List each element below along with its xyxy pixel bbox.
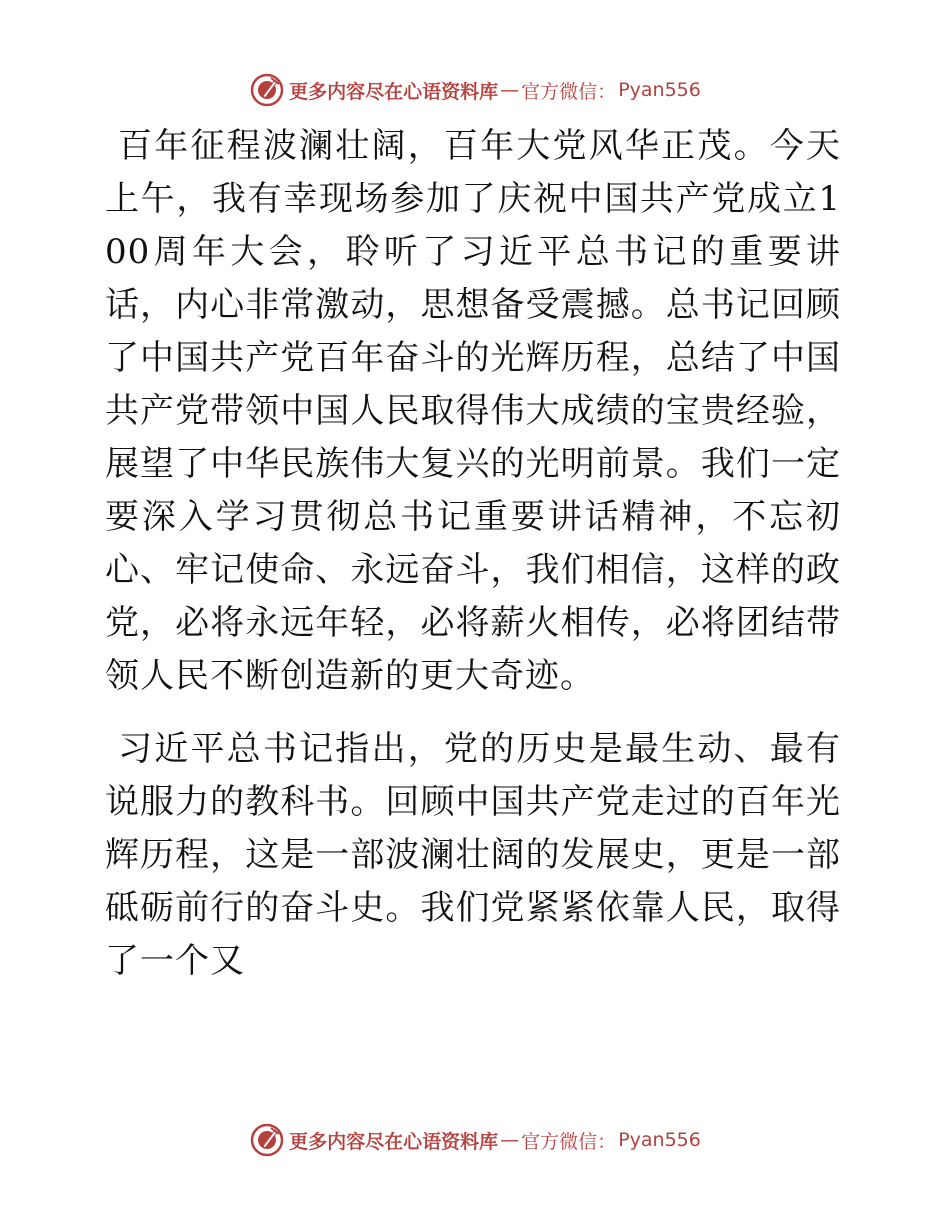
banner-official-label: 官方微信： [521,1130,617,1153]
footer-banner [0,1120,950,1160]
banner-wechat-id: Pyan556 [618,79,701,101]
paragraph-1: 百年征程波澜壮阔，百年大党风华正茂。今天上午，我有幸现场参加了庆祝中国共产党成立100周年大会，聆听了习近平总书记的重要讲话，内心非常激动，思想备受震撼。总书记回顾了中国共产党百年奋斗的光辉历程，总结了中国共产党带领中国人民取得伟大成绩的宝贵经验，展望了中华民族伟大复兴的光明前景。我们一定要深入学习贯彻总书记重要讲话精神，不忘初心、牢记使命、永远奋斗，我们相信，这样的政党，必将永远年轻，必将薪火相传，必将团结带领人民不断创造新的更大奇迹。 [105,126,842,696]
quill-logo-icon [249,72,285,108]
banner-official-label: 官方微信： [521,80,617,103]
banner-brand-text: 更多内容尽在心语资料库 [289,1130,499,1153]
banner-brand-text: 更多内容尽在心语资料库 [289,80,499,103]
banner-dash: — [500,1129,520,1151]
paragraph-2: 习近平总书记指出，党的历史是最生动、最有说服力的教科书。回顾中国共产党走过的百年光辉历程，这是一部波澜壮阔的发展史，更是一部砥砺前行的奋斗史。我们党紧紧依靠人民，取得了一个又 [105,729,842,981]
banner-dash: — [500,79,520,101]
quill-logo-icon [249,1122,285,1158]
document-body [0,120,950,988]
header-banner [0,70,950,110]
banner-wechat-id: Pyan556 [618,1129,701,1151]
